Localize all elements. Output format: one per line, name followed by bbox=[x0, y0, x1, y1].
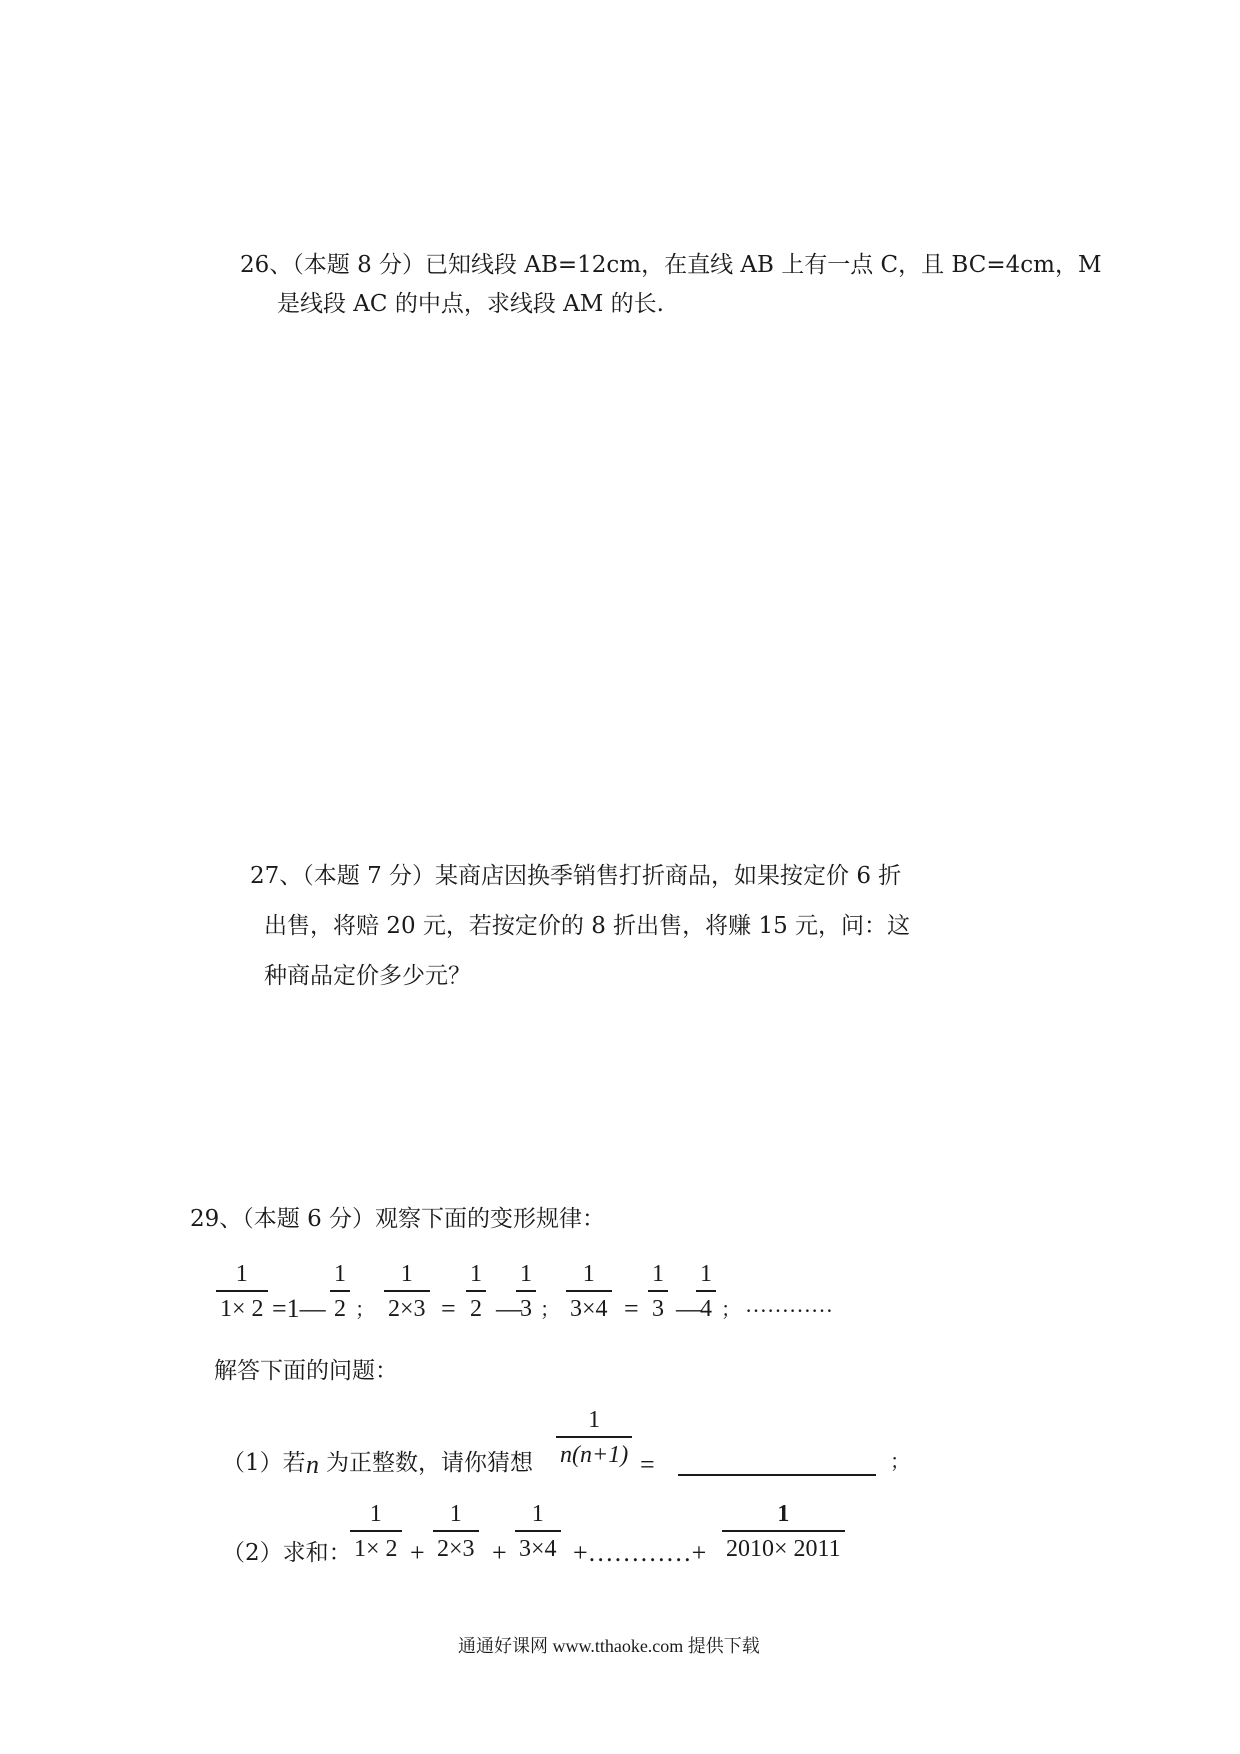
part1-frac: 1 n(n+1) bbox=[556, 1408, 632, 1467]
pattern-frac-7: 1 3 bbox=[648, 1262, 668, 1321]
pattern-frac-3: 1 2×3 bbox=[384, 1262, 430, 1321]
pattern-minus-3: — bbox=[676, 1294, 702, 1323]
part2-frac-4: 1 2010× 2011 bbox=[722, 1502, 845, 1561]
q26-line1: 26、（本题 8 分）已知线段 AB=12cm，在直线 AB 上有一点 C，且 BC=4cm，M bbox=[240, 252, 1102, 278]
q26-line2: 是线段 AC 的中点，求线段 AM 的长. bbox=[277, 291, 664, 317]
pattern-frac-2: 1 2 bbox=[330, 1262, 350, 1321]
part1-eq: = bbox=[640, 1450, 655, 1479]
q27-line3: 种商品定价多少元？ bbox=[264, 963, 471, 989]
part1-text: 为正整数，请你猜想 bbox=[326, 1450, 533, 1476]
part2-prefix: （2）求和： bbox=[222, 1540, 352, 1566]
q29-instruction: 解答下面的问题： bbox=[214, 1358, 398, 1384]
part2-frac-2: 1 2×3 bbox=[433, 1502, 479, 1561]
q27-line1: 27、（本题 7 分）某商店因换季销售打折商品，如果按定价 6 折 bbox=[250, 863, 902, 889]
part2-frac-1: 1 1× 2 bbox=[350, 1502, 402, 1561]
pattern-sep-3: ； bbox=[721, 1299, 741, 1321]
part2-frac-3: 1 3×4 bbox=[515, 1502, 561, 1561]
pattern-frac-5: 1 3 bbox=[516, 1262, 536, 1321]
part2-plus-1: + bbox=[410, 1538, 425, 1567]
part1-end: ； bbox=[890, 1451, 910, 1473]
pattern-sep-1: ； bbox=[355, 1299, 375, 1321]
pattern-eq-1: =1— bbox=[272, 1294, 326, 1323]
part1-prefix: （1）若 bbox=[222, 1450, 306, 1476]
pattern-eq-2: = bbox=[441, 1294, 456, 1323]
part2-plus-2: + bbox=[492, 1538, 507, 1567]
pattern-eq-3: = bbox=[624, 1294, 639, 1323]
part1-var-n: n bbox=[306, 1450, 319, 1479]
q27-line2: 出售，将赔 20 元，若按定价的 8 折出售，将赚 15 元，问：这 bbox=[264, 913, 911, 939]
pattern-dots: ………… bbox=[745, 1292, 833, 1317]
pattern-frac-8: 1 4 bbox=[696, 1262, 716, 1321]
part2-plus-3: +…………+ bbox=[573, 1538, 707, 1567]
pattern-frac-1: 1 1× 2 bbox=[216, 1262, 268, 1321]
part1-answer-blank[interactable] bbox=[678, 1474, 876, 1476]
pattern-frac-4: 1 2 bbox=[466, 1262, 486, 1321]
pattern-minus-2: — bbox=[496, 1294, 522, 1323]
pattern-sep-2: ； bbox=[540, 1299, 560, 1321]
q29-header: 29、（本题 6 分）观察下面的变形规律： bbox=[190, 1206, 606, 1232]
footer-credit: 通通好课网 www.tthaoke.com 提供下载 bbox=[458, 1636, 760, 1656]
pattern-frac-6: 1 3×4 bbox=[566, 1262, 612, 1321]
